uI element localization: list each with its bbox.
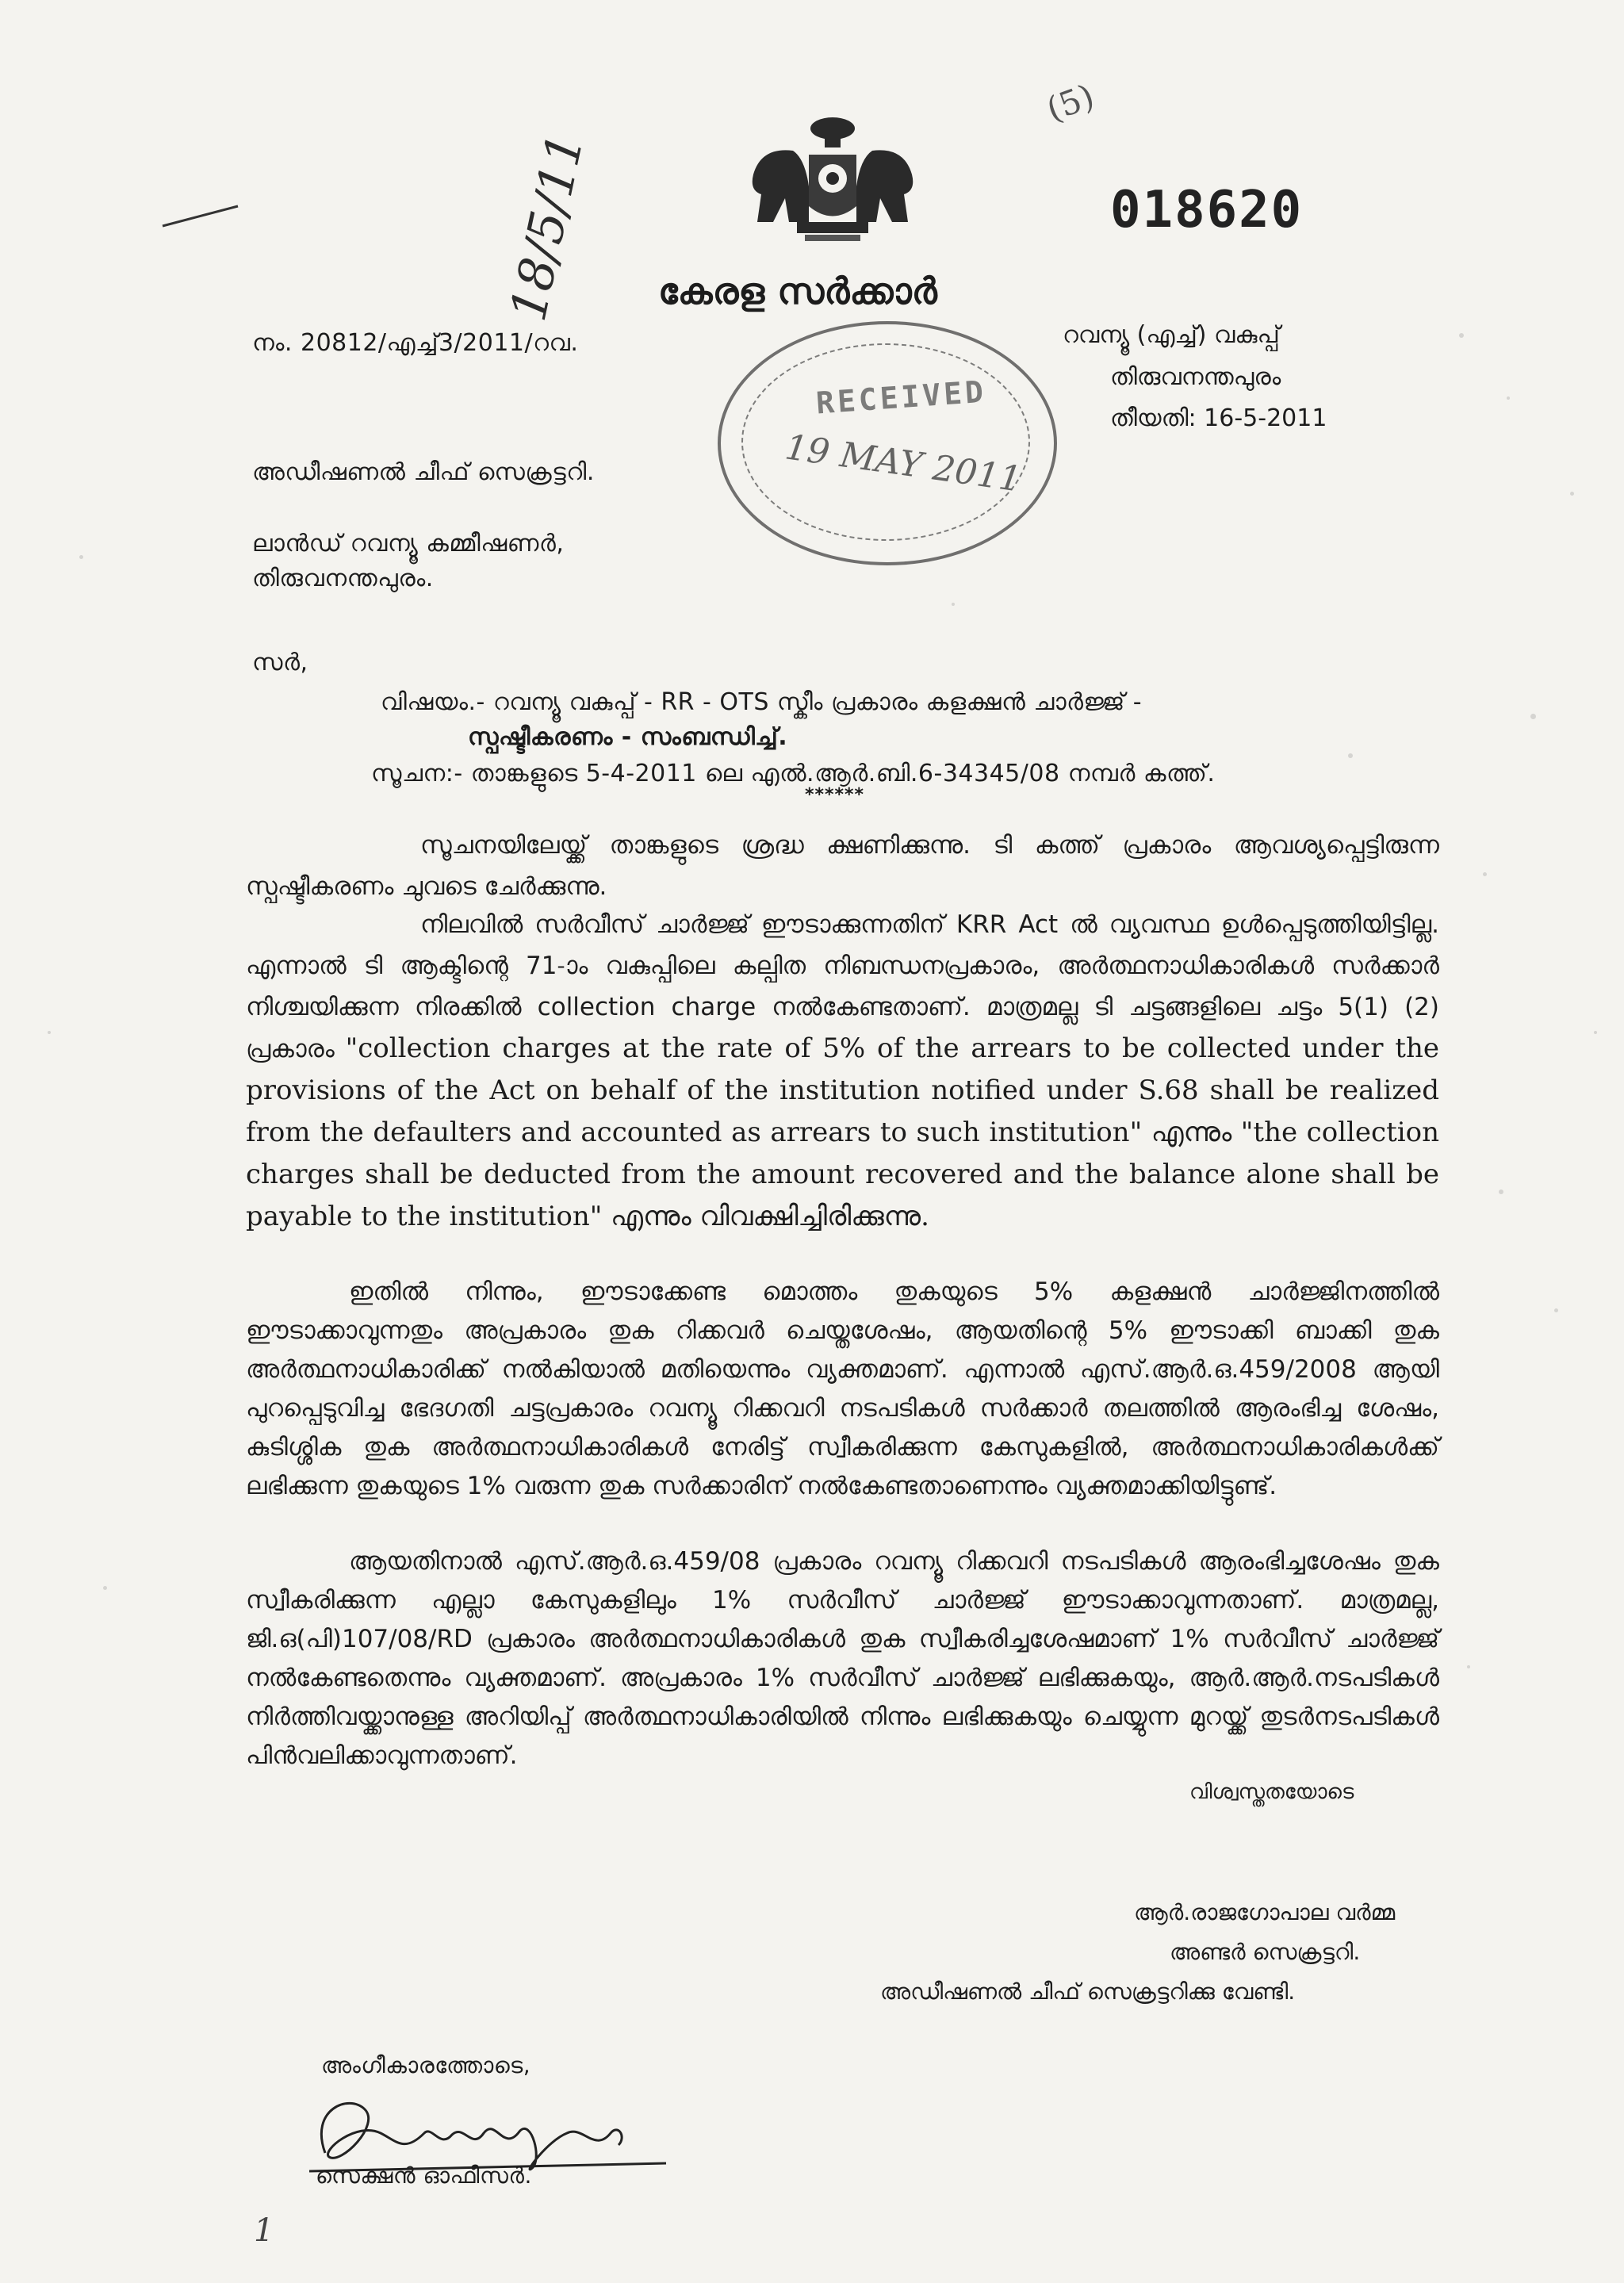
paragraph-3: ഇതിൽ നിന്നും, ഈടാക്കേണ്ട മൊത്തം തുകയുടെ 5% കളക്ഷൻ ചാർജ്ജിനത്തിൽ ഈടാക്കാവുന്നതും അപ്രകാരം തുക റിക്കവർ ചെയ്തശേഷം, ആയതിന്റെ 5% ഈടാക്കി ബാക്കി തുക അർത്ഥനാധികാരിക്ക് നൽകിയാൽ മതിയെന്നും വ്യക്തമാണ്. എന്നാൽ എസ്.ആർ.ഒ.459/2008 ആയി പുറപ്പെടുവിച്ച ഭേദഗതി ചട്ടപ്രകാരം റവന്യൂ റിക്കവറി നടപടികൾ സർക്കാർ തലത്തിൽ ആരംഭിച്ച ശേഷം, കുടിശ്ശിക തുക അർത്ഥനാധികാരികൾ നേരിട്ട് സ്വീകരിക്കുന്ന കേസുകളിൽ, അർത്ഥനാധികാരികൾക്ക് ലഭിക്കുന്ന തുകയുടെ 1% വരുന്ന തുക സർക്കാരിന് നൽകേണ്ടതാണെന്നും വ്യക്തമാക്കിയിട്ടുണ്ട്.: [246, 1277, 1439, 1500]
subject-line-2: സ്പഷ്ടീകരണം - സംബന്ധിച്ച്.: [468, 723, 788, 751]
signatory-name: ആർ.രാജഗോപാല വർമ്മ: [1134, 1899, 1396, 1925]
paragraph-2-malayalam: നിലവിൽ സർവീസ് ചാർജ്ജ് ഈടാക്കുന്നതിന് KRR Act ൽ വ്യവസ്ഥ ഉൾപ്പെടുത്തിയിട്ടില്ല. എന്നാൽ ടി ആക്ടിന്റെ 71-ാം വകുപ്പിലെ കല്പിത നിബന്ധനപ്രകാരം, അർത്ഥനാധികാരികൾ സർക്കാർ നിശ്ചയിക്കുന്ന നിരക്കിൽ collection charge നൽകേണ്ടതാണ്. മാത്രമല്ല ടി ചട്ടങ്ങളിലെ ചട്ടം 5(1) (2) പ്രകാരം: [246, 910, 1439, 1063]
page-mark: 1: [254, 2212, 274, 2249]
signatory-designation: അണ്ടർ സെക്രട്ടറി.: [1170, 1939, 1361, 1965]
received-stamp-label: RECEIVED: [814, 373, 988, 421]
handwritten-date: 18/5/11: [498, 128, 596, 326]
reference-stamp-number: 018620: [1110, 181, 1304, 239]
order-number: നം. 20812/എച്ച്3/2011/റവ.: [252, 329, 579, 357]
order-date: തീയതി: 16-5-2011: [1110, 404, 1327, 432]
government-title: കേരള സർക്കാർ: [658, 270, 937, 312]
separator-stars: ******: [805, 785, 865, 805]
reference-line: സൂചന:- താങ്കളുടെ 5-4-2011 ലെ എൽ.ആർ.ബി.6-34345/08 നമ്പർ കത്ത്.: [371, 760, 1216, 787]
received-stamp-date: 19 MAY 2011: [782, 427, 1025, 500]
authorised-label: അംഗീകാരത്തോടെ,: [321, 2052, 531, 2078]
to-line-2: തിരുവനന്തപുരം.: [252, 565, 434, 592]
received-stamp: [718, 321, 1057, 565]
place-name: തിരുവനന്തപുരം: [1110, 363, 1281, 391]
department-name: റവന്യൂ (എച്ച്) വകുപ്പ്: [1063, 321, 1280, 349]
subject-line-1: വിഷയം.- റവന്യൂ വകുപ്പ് - RR - OTS സ്കീം പ്രകാരം കളക്ഷൻ ചാർജ്ജ് -: [381, 688, 1143, 716]
section-officer-label: സെക്ഷൻ ഓഫീസർ.: [316, 2162, 532, 2189]
to-line-1: ലാൻഡ് റവന്യൂ കമ്മീഷണർ,: [252, 530, 565, 557]
paragraph-1: സൂചനയിലേയ്ക്ക് താങ്കളുടെ ശ്രദ്ധ ക്ഷണിക്കുന്നു. ടി കത്ത് പ്രകാരം ആവശ്യപ്പെട്ടിരുന്ന സ്പഷ്ടീകരണം ചുവടെ ചേർക്കുന്നു.: [246, 831, 1439, 901]
paragraph-4: ആയതിനാൽ എസ്.ആർ.ഒ.459/08 പ്രകാരം റവന്യൂ റിക്കവറി നടപടികൾ ആരംഭിച്ചശേഷം തുക സ്വീകരിക്കുന്ന എല്ലാ കേസുകളിലും 1% സർവീസ് ചാർജ്ജ് ഈടാക്കാവുന്നതാണ്. മാത്രമല്ല, ജി.ഒ(പി)107/08/RD പ്രകാരം അർത്ഥനാധികാരികൾ തുക സ്വീകരിച്ചശേഷമാണ് 1% സർവീസ് ചാർജ്ജ് നൽകേണ്ടതെന്നും വ്യക്തമാണ്. അപ്രകാരം 1% സർവീസ് ചാർജ്ജ് ലഭിക്കുകയും, ആർ.ആർ.നടപടികൾ നിർത്തിവയ്ക്കാനുള്ള അറിയിപ്പ് അർത്ഥനാധികാരിയിൽ നിന്നും ലഭിക്കുകയും ചെയ്യുന്ന മുറയ്ക്ക് തുടർനടപടികൾ പിൻവലിക്കാവുന്നതാണ്.: [246, 1547, 1439, 1770]
paragraph-2-english: "collection charges at the rate of 5% of the arrears to be collected under the provisions of the Act on behalf of the institution notified under S.68 shall be realized from the defaulters and accounted as arrears to such institution" എന്നും "the collection charges shall be deducted from the amount recovered and the balance alone shall be payable to the institution" എന്നും വിവക്ഷിച്ചിരിക്കുന്നു.: [246, 1032, 1439, 1232]
paragraph-2: [246, 904, 1439, 1238]
kerala-emblem: [730, 111, 936, 246]
margin-mark: [159, 190, 254, 238]
signatory-for: അഡീഷണൽ ചീഫ് സെക്രട്ടറിക്കു വേണ്ടി.: [880, 1978, 1296, 2005]
from-line: അഡീഷണൽ ചീഫ് സെക്രട്ടറി.: [252, 458, 595, 486]
salutation: സർ,: [252, 649, 308, 676]
handwritten-corner-mark: (5): [1041, 76, 1100, 129]
closing: വിശ്വസ്തതയോടെ: [1189, 1780, 1354, 1804]
